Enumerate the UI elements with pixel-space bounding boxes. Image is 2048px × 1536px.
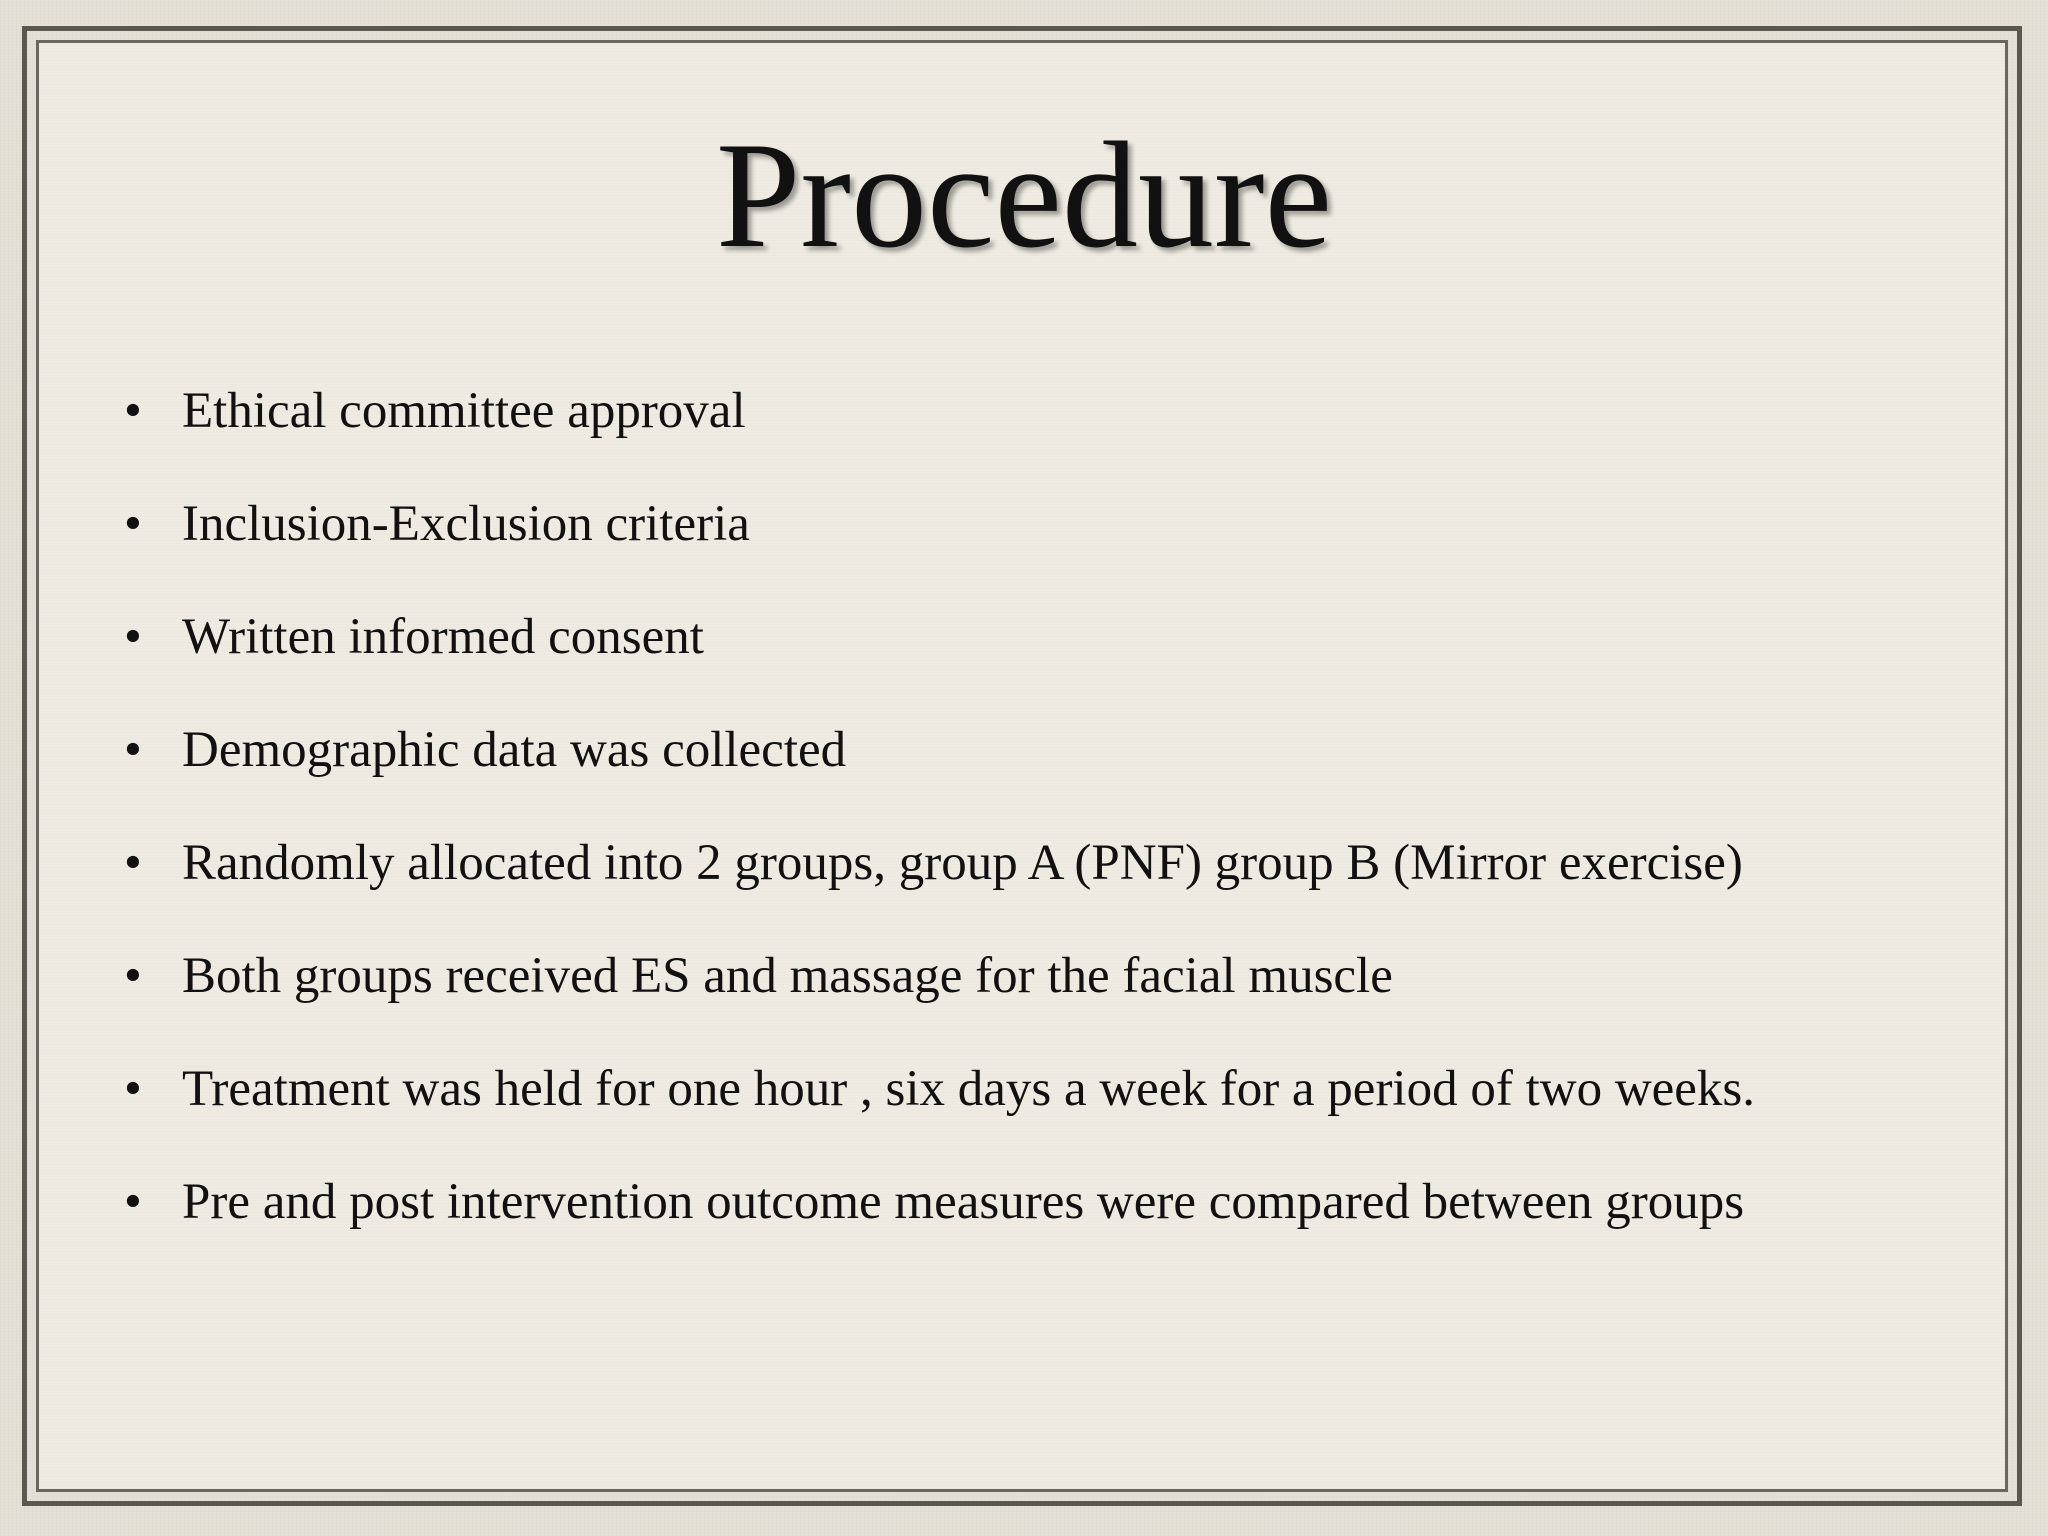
bullet-list <box>124 380 1984 1284</box>
bullet-dot: • <box>124 609 142 665</box>
bullet-dot: • <box>124 1174 142 1230</box>
bullet-item <box>124 719 1984 832</box>
bullet-dot: • <box>124 496 142 552</box>
bullet-dot: • <box>124 1061 142 1117</box>
bullet-item <box>124 1171 1984 1284</box>
bullet-item <box>124 493 1984 606</box>
bullet-item <box>124 945 1984 1058</box>
bullet-text: Randomly allocated into 2 groups, group A (PNF) group B (Mirror exercise) <box>182 835 1743 891</box>
bullet-dot: • <box>124 383 142 439</box>
bullet-text: Ethical committee approval <box>182 383 746 439</box>
bullet-item <box>124 832 1984 945</box>
bullet-text: Demographic data was collected <box>182 722 847 778</box>
bullet-text: Inclusion-Exclusion criteria <box>182 496 750 552</box>
bullet-dot: • <box>124 948 142 1004</box>
bullet-dot: • <box>124 722 142 778</box>
bullet-text: Pre and post intervention outcome measures were compared between groups <box>182 1174 1745 1230</box>
bullet-text: Written informed consent <box>182 609 704 665</box>
bullet-text: Both groups received ES and massage for the facial muscle <box>182 948 1393 1004</box>
bullet-item <box>124 606 1984 719</box>
slide-title: Procedure <box>715 111 1333 279</box>
bullet-item <box>124 380 1984 493</box>
bullet-dot: • <box>124 835 142 891</box>
bullet-item <box>124 1058 1984 1171</box>
bullet-text: Treatment was held for one hour , six days a week for a period of two weeks. <box>182 1061 1756 1117</box>
